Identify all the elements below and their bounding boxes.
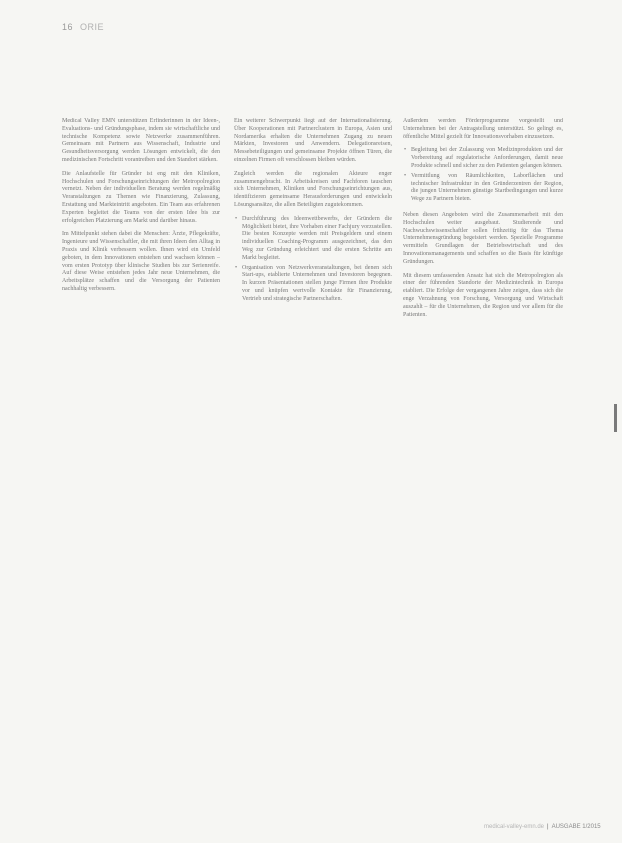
paragraph: Die Anlaufstelle für Gründer ist eng mit den Kliniken, Hochschulen und Forschungseinrichtungen der Metropolregion vernetzt. Neben der individuellen Beratung werden regelmäßig Veranstaltungen zu Themen wie Finanzierung, Zulassung, Erstattung und Markteintritt angeboten. Ein Team aus erfahrenen Experten begleitet die Teams von der ersten Idee bis zur erfolgreichen Platzierung am Markt und darüber hinaus. (62, 170, 220, 224)
page-header (62, 22, 104, 32)
paragraph: Medical Valley EMN unterstützen Erfinderinnen in der Ideen-, Evaluations- und Gründungsphase, indem sie wirtschaftliche und technische Kompetenz sowie Netzwerke zusammenführen. Gemeinsam mit Partnern aus Wissenschaft, Industrie und Gesundheitsversorgung werden Lösungen entwickelt, die den medizinischen Fortschritt vorantreiben und den Standort stärken. (62, 118, 220, 163)
page-number: 16 (62, 22, 74, 32)
bullet-list (234, 216, 392, 304)
list-item: • Begleitung bei der Zulassung von Medizinprodukten und der Vorbereitung auf regulatorische Anforderungen, damit neue Produkte schnell und sicher zu den Patienten gelangen können. (411, 147, 563, 170)
paragraph: Neben diesen Angeboten wird die Zusammenarbeit mit den Hochschulen weiter ausgebaut. Studierende und Nachwuchswissenschaftler sollen frühzeitig für das Thema Unternehmensgründung begeistert werden. Spezielle Programme vermitteln Grundlagen der Betriebswirtschaft und des Innovationsmanagements und schaffen so die Basis für künftige Gründungen. (403, 211, 563, 265)
paragraph: Zugleich werden die regionalen Akteure enger zusammengebracht. In Arbeitskreisen und Fachforen tauschen sich Unternehmen, Kliniken und Forschungseinrichtungen aus, identifizieren gemeinsame Herausforderungen und entwickeln Lösungsansätze, die allen Beteiligten zugutekommen. (234, 170, 392, 208)
paragraph: Ein weiterer Schwerpunkt liegt auf der Internationalisierung. Über Kooperationen mit Partnerclustern in Europa, Asien und Nordamerika erhalten die Unternehmen Zugang zu neuen Märkten, Investoren und Anwendern. Delegationsreisen, Messebeteiligungen und gemeinsame Projekte öffnen Türen, die einzelnen Firmen oft verschlossen bleiben würden. (234, 118, 392, 163)
page-edge-mark (614, 404, 617, 432)
page-footer: medical-valley-emn.de | AUSGABE 1/2015 (484, 824, 601, 830)
publication-name: medical-valley-emn.de (484, 824, 545, 830)
paragraph: Außerdem werden Förderprogramme vorgestellt und Unternehmen bei der Antragstellung unterstützt. So gelingt es, öffentliche Mittel gezielt für Innovationsvorhaben einzusetzen. (403, 118, 563, 140)
list-item: • Organisation von Netzwerkveranstaltungen, bei denen sich Start-ups, etablierte Unternehmen und Investoren begegnen. In kurzen Präsentationen stellen junge Firmen ihre Produkte vor und knüpfen wertvolle Kontakte für Finanzierung, Vertrieb und strategische Partnerschaften. (242, 265, 392, 304)
text-column-3 (403, 118, 563, 818)
section-title: ORIE (80, 22, 105, 32)
bullet-list (403, 147, 563, 204)
issue-label: AUSGABE 1/2015 (551, 824, 601, 830)
text-column-1 (62, 118, 220, 818)
paragraph: Im Mittelpunkt stehen dabei die Menschen: Ärzte, Pflegekräfte, Ingenieure und Wissenschaftler, die mit ihren Ideen den Alltag in Praxis und Klinik verbessern wollen. Ihnen wird ein Umfeld geboten, in dem Innovationen entstehen und wachsen können – vom ersten Prototyp über klinische Studien bis zur Serienreife. Auf diese Weise entstehen jedes Jahr neue Unternehmen, die Arbeitsplätze schaffen und die Versorgung der Patienten nachhaltig verbessern. (62, 231, 220, 292)
list-item: • Durchführung des Ideenwettbewerbs, der Gründern die Möglichkeit bietet, ihre Vorhaben einer Fachjury vorzustellen. Die besten Konzepte werden mit Preisgeldern und einem individuellen Coaching-Programm ausgezeichnet, das den Weg zur Gründung erleichtert und die ersten Schritte am Markt begleitet. (242, 216, 392, 263)
list-item: • Vermittlung von Räumlichkeiten, Laborflächen und technischer Infrastruktur in den Gründerzentren der Region, die jungen Unternehmen günstige Startbedingungen und kurze Wege zu Partnern bieten. (411, 173, 563, 204)
text-column-2 (234, 118, 392, 818)
paragraph: Mit diesem umfassenden Ansatz hat sich die Metropolregion als einer der führenden Standorte der Medizintechnik in Europa etabliert. Die Erfolge der vergangenen Jahre zeigen, dass sich die enge Verzahnung von Forschung, Versorgung und Wirtschaft auszahlt – für die Unternehmen, die Region und vor allem für die Patienten. (403, 272, 563, 318)
